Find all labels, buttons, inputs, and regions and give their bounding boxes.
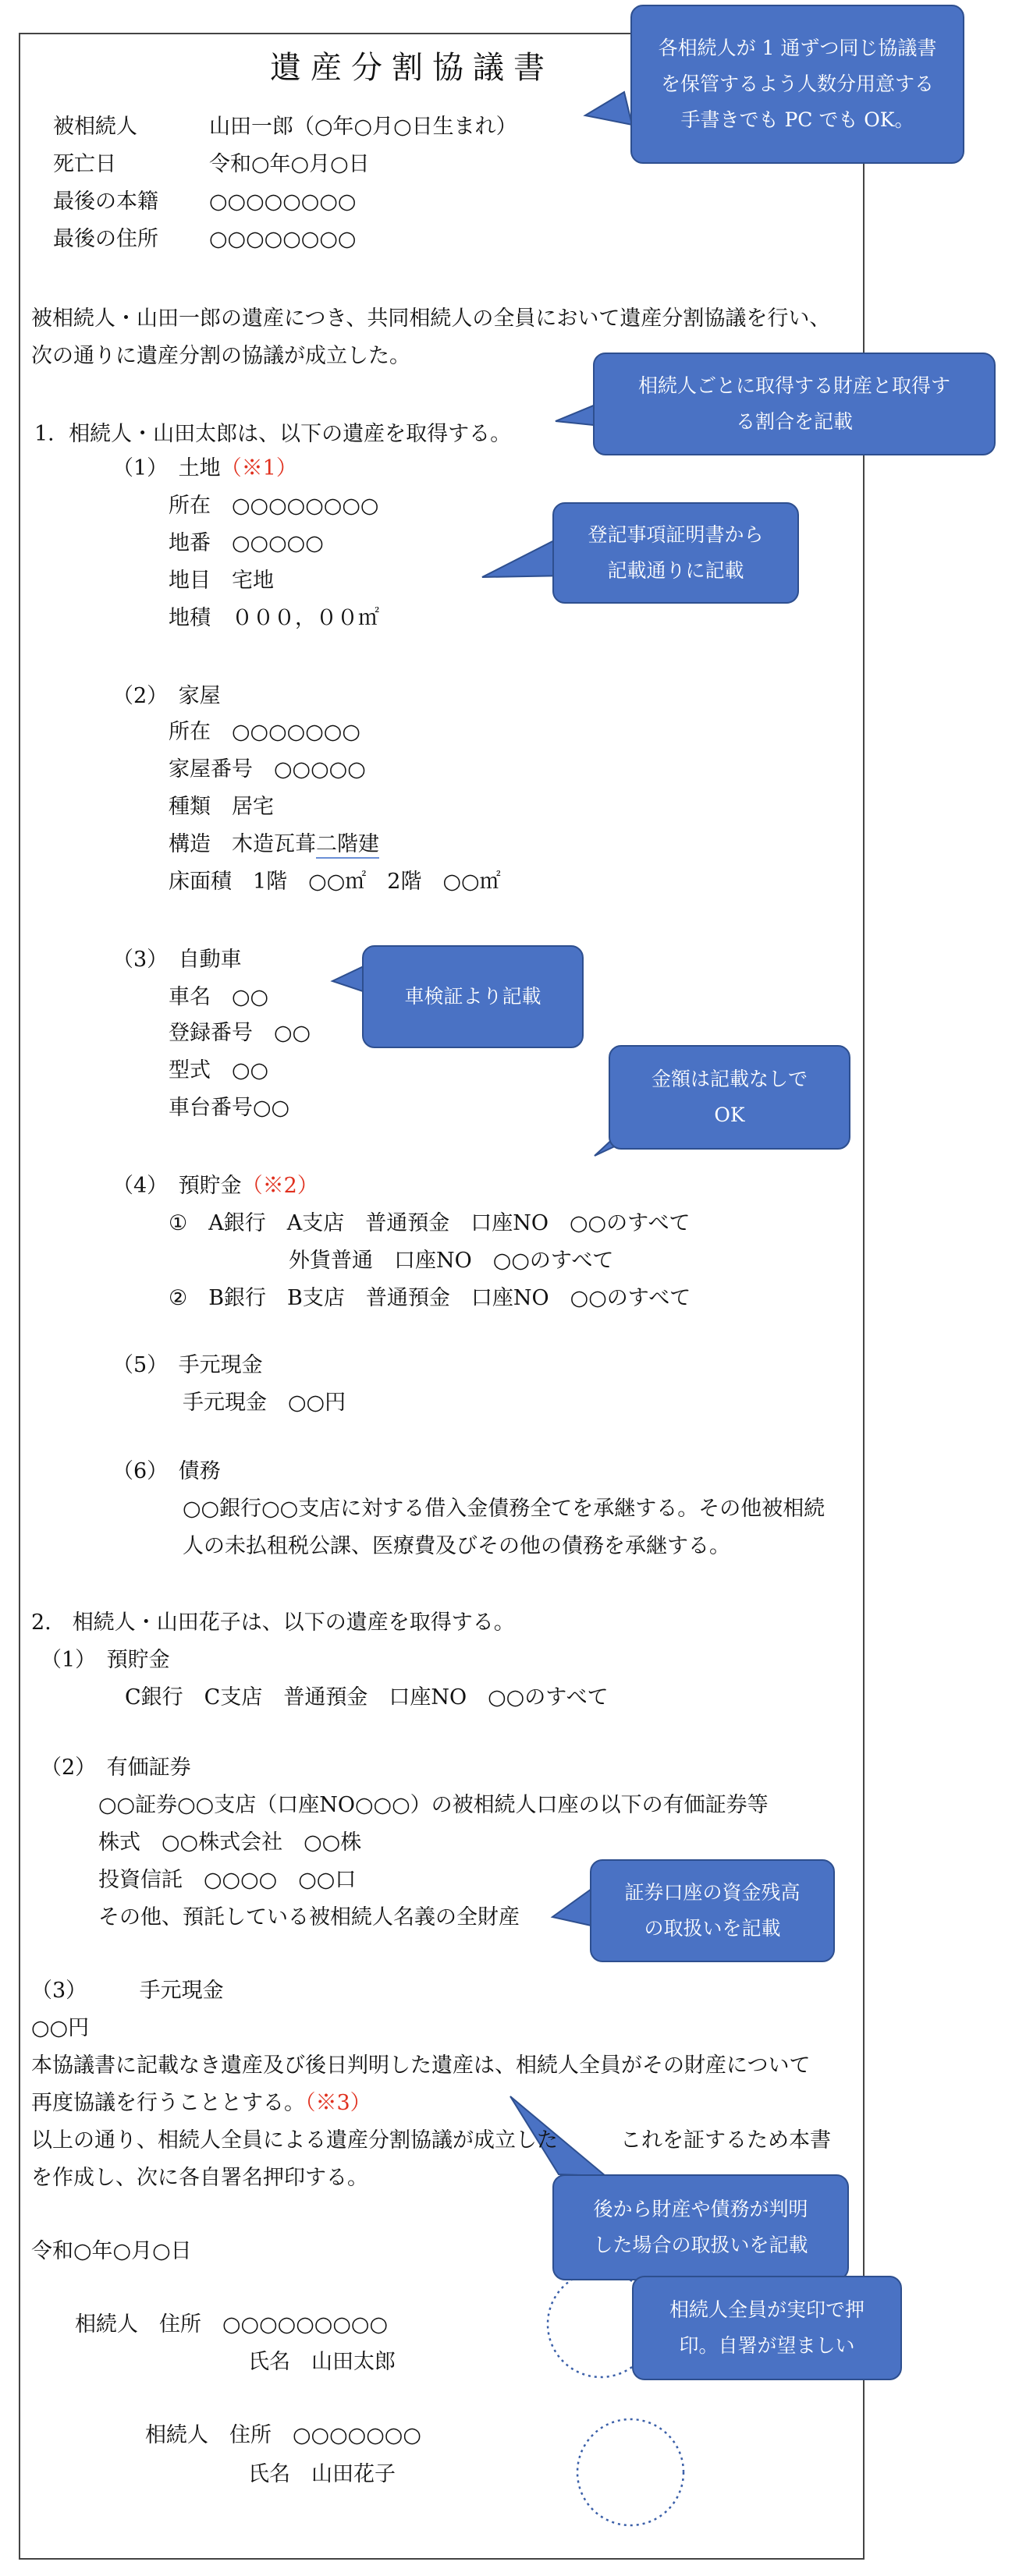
house-structure: 構造 木造瓦葺二階建 <box>169 831 379 858</box>
cash-heading: （5） 手元現金 <box>112 1353 263 1377</box>
cash-line: 手元現金 ○○円 <box>183 1391 346 1415</box>
domicile-label: 最後の本籍 <box>53 190 158 214</box>
house-number: 家屋番号 ○○○○○ <box>169 757 366 781</box>
tail-c1 <box>585 92 632 125</box>
note-ref-1: （※1） <box>220 456 297 480</box>
heir2-address: 相続人 住所 ○○○○○○○ <box>145 2423 421 2447</box>
address-label: 最後の住所 <box>53 227 158 251</box>
securities-line-4: その他、預託している被相続人名義の全財産 <box>98 1905 520 1929</box>
car-heading: （3） 自動車 <box>112 948 242 972</box>
closing-line-1: 本協議書に記載なき遺産及び後日判明した遺産は、相続人全員がその財産について <box>31 2053 811 2078</box>
callout-seal: 相続人全員が実印で押 印。自署が望ましい <box>632 2276 902 2380</box>
deceased-name: 山田一郎（○年○月○日生まれ） <box>209 115 517 139</box>
land-category: 地目 宅地 <box>169 569 274 593</box>
securities-heading: （2） 有価証券 <box>41 1756 191 1780</box>
heir1-name: 氏名 山田太郎 <box>248 2350 396 2374</box>
callout-car-cert: 車検証より記載 <box>362 945 584 1048</box>
closing-line-2: 再度協議を行うこととする。（※3） <box>31 2091 371 2115</box>
tail-c4 <box>332 966 365 992</box>
tail-c6 <box>552 1889 595 1926</box>
seal-circle-2 <box>577 2419 683 2525</box>
deposit-line-3: ② B銀行 B支店 普通預金 口座NO ○○のすべて <box>169 1286 691 1310</box>
domicile: ○○○○○○○○ <box>209 190 357 214</box>
callout-securities: 証券口座の資金残高 の取扱いを記載 <box>590 1859 835 1962</box>
s2-cash-line: ○○円 <box>31 2016 90 2040</box>
closing-line-3: 以上の通り、相続人全員による遺産分割協議が成立した これを証するため本書 <box>31 2128 831 2153</box>
heir1-address: 相続人 住所 ○○○○○○○○○ <box>75 2312 389 2337</box>
car-name: 車名 ○○ <box>169 985 269 1009</box>
land-heading: （1） 土地（※1） <box>112 456 297 480</box>
heir2-name: 氏名 山田花子 <box>248 2462 396 2486</box>
closing-date: 令和○年○月○日 <box>31 2239 192 2263</box>
note-ref-3: （※3） <box>305 2091 371 2115</box>
callout-later-found: 後から財産や債務が判明 した場合の取扱いを記載 <box>552 2174 849 2280</box>
debt-line-2: 人の未払租税公課、医療費及びその他の債務を承継する。 <box>183 1534 730 1558</box>
death-date: 令和○年○月○日 <box>209 152 370 176</box>
callout-registry: 登記事項証明書から 記載通りに記載 <box>552 502 799 604</box>
car-chassis: 車台番号○○ <box>169 1096 290 1120</box>
section2-heading: 2. 相続人・山田花子は、以下の遺産を取得する。 <box>31 1610 515 1635</box>
house-heading: （2） 家屋 <box>112 684 221 708</box>
intro-line-1: 被相続人・山田一郎の遺産につき、共同相続人の全員において遺産分割協議を行い、 <box>31 306 831 331</box>
house-location: 所在 ○○○○○○○ <box>169 720 360 744</box>
s2-deposit-heading: （1） 預貯金 <box>41 1648 170 1672</box>
address: ○○○○○○○○ <box>209 227 357 251</box>
callout-heir-assets: 相続人ごとに取得する財産と取得す る割合を記載 <box>593 353 996 455</box>
deposit-line-2: 外貨普通 口座NO ○○のすべて <box>289 1249 614 1273</box>
section1-heading: 1．相続人・山田太郎は、以下の遺産を取得する。 <box>34 422 512 446</box>
deposit-heading: （4） 預貯金（※2） <box>112 1174 318 1198</box>
debt-heading: （6） 債務 <box>112 1459 221 1483</box>
document-title: 遺産分割協議書 <box>270 50 554 86</box>
closing-line-4: を作成し、次に各自署名押印する。 <box>31 2166 368 2190</box>
s2-deposit-line: C銀行 C支店 普通預金 口座NO ○○のすべて <box>125 1685 609 1710</box>
land-number: 地番 ○○○○○ <box>169 531 324 555</box>
securities-line-3: 投資信託 ○○○○ ○○口 <box>98 1868 357 1892</box>
deposit-line-1: ① A銀行 A支店 普通預金 口座NO ○○のすべて <box>169 1211 691 1235</box>
deceased-name-label: 被相続人 <box>53 115 137 139</box>
land-location: 所在 ○○○○○○○○ <box>169 494 379 518</box>
securities-line-1: ○○証券○○支店（口座NO○○○）の被相続人口座の以下の有価証券等 <box>98 1793 769 1817</box>
s2-cash-heading: （3） 手元現金 <box>31 1979 224 2003</box>
car-model: 型式 ○○ <box>169 1058 269 1082</box>
land-area: 地積 ０００，００㎡ <box>169 606 379 630</box>
securities-line-2: 株式 ○○株式会社 ○○株 <box>98 1830 362 1855</box>
death-date-label: 死亡日 <box>53 152 116 176</box>
callout-amount: 金額は記載なしで OK <box>609 1045 850 1150</box>
note-ref-2: （※2） <box>241 1174 318 1198</box>
house-floor-area: 床面積 1階 ○○㎡ 2階 ○○㎡ <box>169 870 501 894</box>
house-type: 種類 居宅 <box>169 795 274 819</box>
callout-copies: 各相続人が 1 通ずつ同じ協議書 を保管するよう人数分用意する 手書きでも PC でも OK。 <box>630 5 964 164</box>
debt-line-1: ○○銀行○○支店に対する借入金債務全てを承継する。その他被相続 <box>183 1497 825 1521</box>
intro-line-2: 次の通りに遺産分割の協議が成立した。 <box>31 344 410 368</box>
car-registration: 登録番号 ○○ <box>169 1021 311 1045</box>
